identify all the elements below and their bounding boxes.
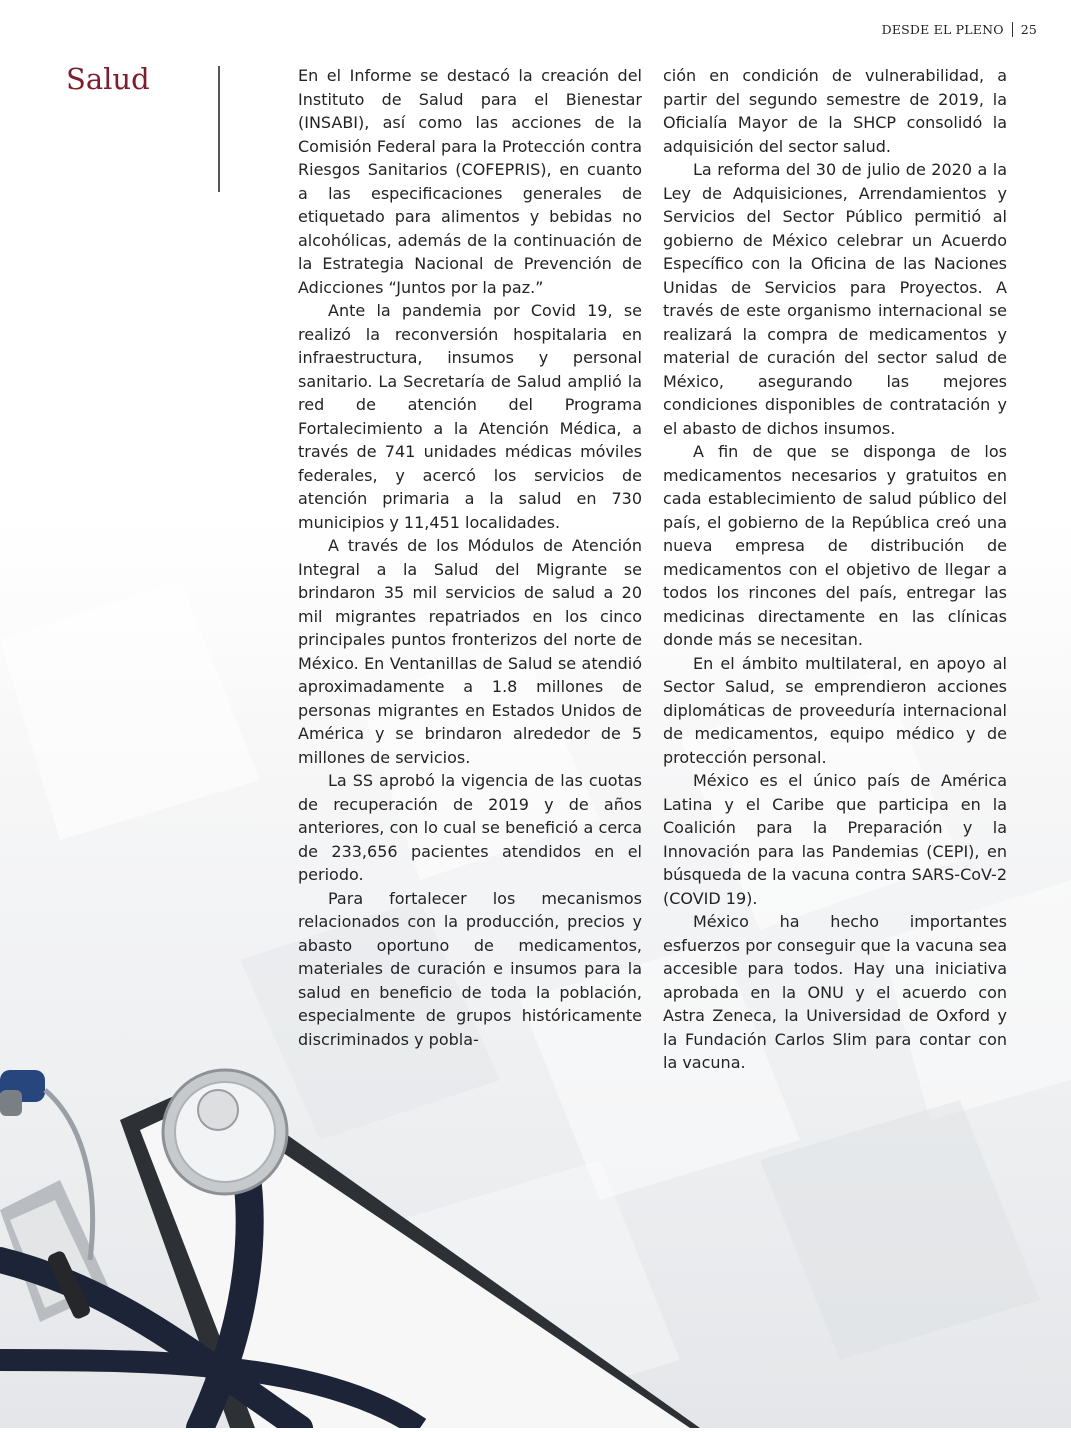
paragraph: En el ámbito multilateral, en apoyo al Sector Salud, se emprendieron acciones diplomáticas de proveeduría internacional de medicamentos, equipo médico y de protección personal. <box>663 653 1007 767</box>
running-header <box>882 22 1037 37</box>
text-column-2 <box>663 64 1007 1075</box>
eartip-metal <box>0 1090 22 1116</box>
paragraph: A fin de que se disponga de los medicamentos necesarios y gratuitos en cada establecimiento de salud público del país, el gobierno de la República creó una nueva empresa de distribución de medicamentos con el objetivo de llegar a todos los rincones del país, entregar las medicinas directamente en las clínicas donde más se necesitan. <box>663 442 1007 649</box>
header-divider <box>1012 22 1013 37</box>
paragraph: México es el único país de América Latina y el Caribe que participa en la Coalición para la Preparación y la Innovación para las Pandemias (CEPI), en búsqueda de la vacuna contra SARS-CoV-2 (COVID 19). <box>663 771 1007 908</box>
paragraph: A través de los Módulos de Atención Integral a la Salud del Migrante se brindaron 35 mil servicios de salud a 20 mil migrantes repatriados en los cinco principales puntos fronterizos del norte de México. En Ventanillas de Salud se atendió aproximadamente a 1.8 millones de personas migrantes en Estados Unidos de América y se brindaron alrededor de 5 millones de servicios. <box>298 536 642 767</box>
paragraph: En el Informe se destacó la creación del Instituto de Salud para el Bienestar (INSABI), así como las acciones de la Comisión Federal para la Protección contra Riesgos Sanitarios (COFEPRIS), en cuanto a las especificaciones generales de etiquetado para alimentos y bebidas no alcohólicas, además de la continuación de la Estrategia Nacional de Prevención de Adicciones “Juntos por la paz.” <box>298 66 642 297</box>
text-column-1 <box>298 64 642 1051</box>
stethoscope-clipboard-illustration <box>0 1060 700 1428</box>
paragraph: ción en condición de vulnerabilidad, a partir del segundo semestre de 2019, la Oficialía Mayor de la SHCP consolidó la adquisición del sector salud. <box>663 66 1007 156</box>
section-title: Salud <box>66 62 150 96</box>
paragraph: La reforma del 30 de julio de 2020 a la Ley de Adquisiciones, Arrendamientos y Servicios del Sector Público permitió al gobierno de México celebrar un Acuerdo Específico con la Oficina de las Naciones Unidas de Servicios para Proyectos. A través de este organismo internacional se realizará la compra de medicamentos y material de curación del sector salud de México, asegurando las mejores condiciones disponibles de contratación y el abasto de dichos insumos. <box>663 160 1007 438</box>
paragraph: Para fortalecer los mecanismos relacionados con la producción, precios y abasto oportuno de medicamentos, materiales de curación e insumos para la salud en beneficio de toda la población, especialmente de grupos históricamente discriminados y pobla- <box>298 888 642 1049</box>
chestpiece-stem <box>198 1090 238 1130</box>
paragraph: Ante la pandemia por Covid 19, se realizó la reconversión hospitalaria en infraestructura, insumos y personal sanitario. La Secretaría de Salud amplió la red de atención del Programa Fortalecimiento a la Atención Médica, a través de 741 unidades médicas móviles federales, y acercó los servicios de atención primaria a la salud en 730 municipios y 11,451 localidades. <box>298 301 642 532</box>
header-section: DESDE EL PLENO <box>881 22 1004 37</box>
paragraph: La SS aprobó la vigencia de las cuotas de recuperación de 2019 y de años anteriores, con lo cual se benefició a cerca de 233,656 pacientes atendidos en el periodo. <box>298 771 642 884</box>
paragraph: México ha hecho importantes esfuerzos por conseguir que la vacuna sea accesible para todos. Hay una iniciativa aprobada en la ONU y el acuerdo con Astra Zeneca, la Universidad de Oxford y la Fundación Carlos Slim para contar con la vacuna. <box>663 912 1007 1072</box>
title-divider <box>218 66 220 192</box>
page-number: 25 <box>1020 22 1037 37</box>
